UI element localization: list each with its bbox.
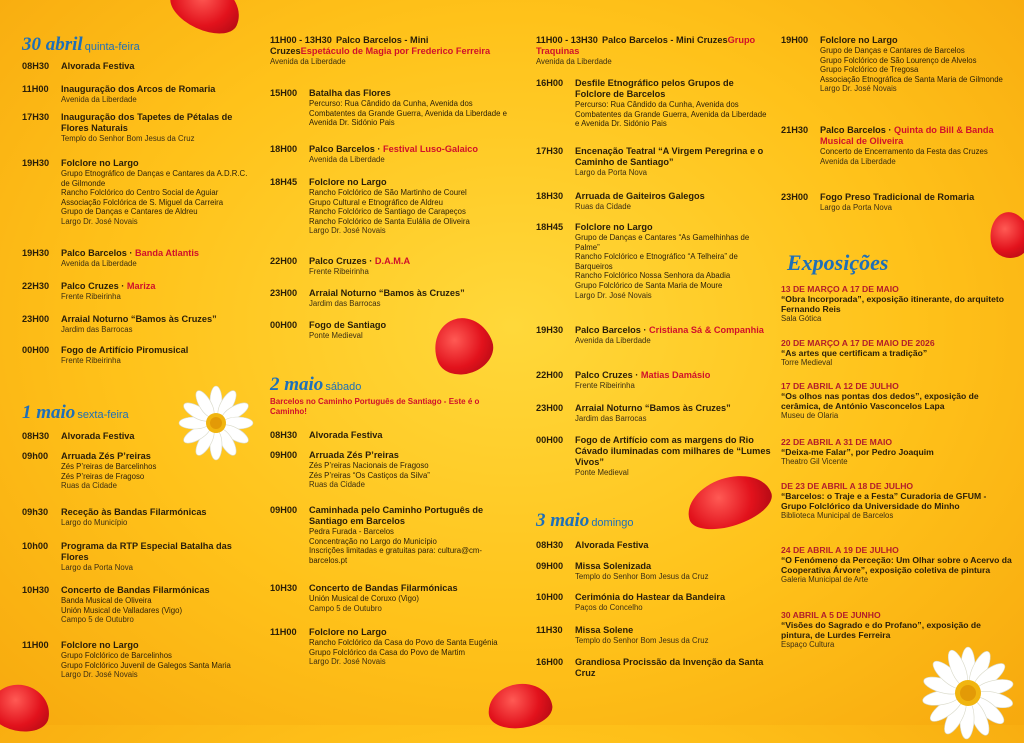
day-weekday: domingo — [591, 517, 634, 529]
exposicao-location: Theatro Gil Vicente — [781, 457, 848, 466]
event-location: Largo Dr. José Novais — [61, 216, 138, 226]
event-detail: Associação Etnográfica de Santa Maria de Gilmonde — [820, 74, 1003, 84]
event-detail: Rancho Folclórico do Centro Social de Aguiar — [61, 188, 219, 198]
event-location: Frente Ribeirinha — [61, 292, 121, 301]
event-title-text: Fogo de Artifício Piromusical — [61, 345, 189, 355]
event-time: 11H00 — [22, 640, 49, 650]
event-time: 15H00 — [270, 88, 298, 98]
event-title-text: Folclore no Largo — [61, 158, 139, 168]
day-date: 30 abril — [22, 34, 83, 55]
event-time: 09h00 — [22, 451, 49, 461]
exposicoes-title: Exposições — [787, 250, 889, 275]
column-4 — [781, 0, 1013, 725]
event-title-text: Programa da RTP Especial Batalha das Flores — [61, 541, 232, 562]
event-detail: Zés P’reiras de Barcelinhos — [61, 462, 157, 471]
event-body — [61, 112, 257, 144]
day-header-30-abril — [22, 34, 140, 56]
event-title — [61, 112, 257, 134]
event-location: Jardim das Barrocas — [61, 325, 133, 334]
event-body — [61, 585, 257, 625]
event-time: 08H30 — [536, 540, 564, 550]
event-title — [61, 640, 257, 651]
event-body — [575, 592, 772, 613]
event-title-highlight: Cristiana Sá & Companhia — [649, 325, 764, 335]
event-title — [575, 146, 772, 168]
event-time: 09H00 — [536, 561, 564, 571]
exposicao-item — [781, 381, 1013, 421]
exposicao-description: “As artes que certificam a tradição” — [781, 348, 928, 358]
event-body — [575, 540, 772, 551]
event-location: Largo da Porta Nova — [61, 563, 133, 572]
event-title-text: Concerto de Bandas Filarmónicas — [309, 583, 458, 593]
event-location: Largo Dr. José Novais — [820, 84, 897, 94]
event-title — [820, 125, 1013, 147]
event-title — [575, 325, 772, 336]
day-weekday: sábado — [325, 381, 362, 393]
event-location: Ruas da Cidade — [309, 480, 365, 490]
event-detail: Grupo Etnográfico de Danças e Cantares da A.D.R.C. de Gilmonde — [61, 169, 248, 188]
event-detail: Grupo Folclórico de São Lourenço de Alvelos — [820, 55, 977, 65]
day-date: 3 maio — [536, 510, 590, 531]
event-title-text: Alvorada Festiva — [575, 540, 649, 550]
event-title — [61, 248, 257, 259]
exposicao-item — [781, 338, 1013, 368]
event-title-text: Grandiosa Procissão da Invenção da Santa Cruz — [575, 657, 764, 678]
exposicao-description: “O Fenómeno da Perceção: Um Olhar sobre o Acervo da Cooperativa Árvore”, exposição coletiva de pintura — [781, 555, 1012, 575]
event-title — [575, 561, 772, 572]
event-title-text: Palco Barcelos - Mini Cruzes — [602, 35, 728, 45]
event-time: 11H00 - 13H30 — [270, 35, 332, 45]
event-detail: Grupo Folclórico da Casa do Povo de Martim — [309, 647, 466, 657]
event-title — [61, 451, 257, 462]
event-title-text: Alvorada Festiva — [61, 431, 135, 441]
event-detail: Rancho Folclórico Nossa Senhora da Abadia — [575, 271, 731, 281]
day-header-3-maio — [536, 510, 634, 532]
event-time: 17H30 — [536, 146, 564, 156]
event-location: Largo Dr. José Novais — [309, 226, 386, 236]
event-title-text: Palco Barcelos · — [820, 125, 895, 135]
event-detail: Zés P’reiras de Fragoso — [61, 471, 145, 481]
column-1 — [22, 0, 257, 725]
event-location: Avenida da Liberdade — [309, 155, 385, 164]
event-title-text: Palco Barcelos · — [575, 325, 650, 335]
event-time: 19H00 — [781, 35, 809, 45]
event-time: 18H00 — [270, 144, 298, 154]
exposicao-item — [781, 481, 1013, 521]
event-detail: Grupo Folclórico Juvenil de Galegos Santa Maria — [61, 660, 231, 670]
event-detail: Banda Musical de Oliveira — [61, 596, 152, 605]
event-title — [61, 84, 257, 95]
event-location: Largo da Porta Nova — [820, 203, 892, 212]
event-title-text: Arruada Zés P’reiras — [61, 451, 151, 461]
event-title-text: Concerto de Bandas Filarmónicas — [61, 585, 210, 595]
event-time: 11H00 - 13H30 — [536, 35, 598, 45]
event-title — [575, 540, 772, 551]
event-body — [575, 403, 772, 424]
event-title-text: Folclore no Largo — [309, 177, 387, 187]
day-weekday: sexta-feira — [77, 409, 129, 421]
exposicao-location: Sala Gótica — [781, 314, 822, 323]
event-body — [61, 640, 257, 680]
event-location: Templo do Senhor Bom Jesus da Cruz — [61, 134, 195, 143]
event-body — [61, 61, 257, 72]
event-time: 17H30 — [22, 112, 50, 122]
event-time: 11H00 — [22, 84, 49, 94]
event-title — [575, 592, 772, 603]
event-body — [575, 325, 772, 346]
event-time: 19H30 — [22, 158, 50, 168]
event-title-text: Missa Solene — [575, 625, 634, 635]
event-title-text: Receção às Bandas Filarmónicas — [61, 507, 207, 517]
event-body — [309, 430, 510, 441]
event-body — [820, 35, 1013, 94]
event-detail: Percurso: Rua Cândido da Cunha, Avenida dos Combatentes da Grande Guerra, Avenida da Liberdade e Avenida Dr. Sidónio Pais — [309, 99, 507, 128]
event-title-text: Palco Cruzes · — [309, 256, 375, 266]
event-time: 11H00 — [270, 627, 297, 637]
event-title-text: Folclore no Largo — [61, 640, 139, 650]
event-location: Ruas da Cidade — [61, 481, 117, 491]
event-time: 18H30 — [536, 191, 564, 201]
event-time: 00H00 — [270, 320, 298, 330]
exposicao-description: “Obra Incorporada”, exposição itinerante, do arquiteto Fernando Reis — [781, 294, 1005, 314]
event-body — [309, 144, 510, 165]
event-body — [820, 125, 1013, 166]
event-time: 09H00 — [270, 450, 298, 460]
event-body — [309, 320, 510, 341]
exposicao-date: 17 DE ABRIL A 12 DE JULHO — [781, 381, 899, 391]
event-body — [575, 191, 772, 212]
event-detail: Unión Musical de Coruxo (Vigo) — [309, 594, 419, 603]
event-body — [61, 345, 257, 366]
event-body — [61, 541, 257, 573]
event-title-text: Folclore no Largo — [309, 627, 387, 637]
event-body — [309, 583, 510, 613]
event-body — [820, 192, 1013, 213]
event-title-text: Arruada Zés P’reiras — [309, 450, 399, 460]
event-title-text: Palco Barcelos · — [309, 144, 384, 154]
exposicao-date: 20 DE MARÇO A 17 DE MAIO DE 2026 — [781, 338, 935, 348]
event-body — [270, 35, 510, 67]
event-title — [309, 177, 510, 188]
event-title-text: Fogo Preso Tradicional de Romaria — [820, 192, 975, 202]
event-title-text: Folclore no Largo — [820, 35, 898, 45]
event-title-highlight: Espetáculo de Magia por Frederico Ferreira — [300, 46, 491, 56]
event-time: 00H00 — [536, 435, 564, 445]
column-3 — [536, 0, 772, 725]
event-detail: Rancho Folclórico da Casa do Povo de Santa Eugénia — [309, 638, 498, 647]
event-location: Paços do Concelho — [575, 603, 643, 612]
event-title-text: Desfile Etnográfico pelos Grupos de Folclore de Barcelos — [575, 78, 734, 99]
event-body — [61, 158, 257, 227]
event-time: 23H00 — [22, 314, 50, 324]
event-title-text: Palco Barcelos - Mini Cruzes — [270, 35, 429, 56]
event-title-text: Batalha das Flores — [309, 88, 391, 98]
event-time: 08H30 — [270, 430, 298, 440]
event-title — [61, 585, 257, 596]
event-title-text: Arraial Noturno “Bamos às Cruzes” — [309, 288, 465, 298]
event-body — [61, 281, 257, 302]
event-body — [309, 505, 510, 565]
event-title-text: Fogo de Santiago — [309, 320, 387, 330]
event-title-text: Palco Cruzes · — [61, 281, 127, 291]
day-date: 1 maio — [22, 402, 76, 423]
event-title — [61, 314, 257, 325]
event-time: 23H00 — [536, 403, 564, 413]
event-title-text: Missa Solenizada — [575, 561, 652, 571]
event-time: 19H30 — [22, 248, 50, 258]
event-location: Frente Ribeirinha — [61, 356, 121, 365]
event-location: Largo Dr. José Novais — [309, 657, 386, 667]
exposicao-description: “Visões do Sagrado e do Profano”, exposição de pintura, de Lurdes Ferreira — [781, 620, 981, 640]
event-time: 00H00 — [22, 345, 50, 355]
event-detail: Zés P’reiras “Os Castiços da Silva” — [309, 470, 430, 480]
event-title-highlight: Banda Atlantis — [135, 248, 200, 258]
event-detail: Percurso: Rua Cândido da Cunha, Avenida dos Combatentes da Grande Guerra, Avenida da Liberdade e Avenida Dr. Sidónio Pais — [575, 100, 767, 129]
event-body — [61, 248, 257, 269]
event-title-text: Arraial Noturno “Bamos às Cruzes” — [61, 314, 217, 324]
event-time: 22H00 — [270, 256, 298, 266]
event-detail: Grupo Folclórico de Barcelinhos — [61, 651, 172, 660]
day-date: 2 maio — [270, 374, 324, 395]
event-title — [575, 222, 772, 233]
event-location: Avenida da Liberdade — [61, 259, 137, 268]
event-title — [309, 627, 510, 638]
event-body — [575, 625, 772, 646]
event-detail: Pedra Furada - Barcelos — [309, 527, 394, 536]
day-header-1-maio — [22, 402, 129, 424]
event-detail: Grupo Folclórico de Tregosa — [820, 65, 919, 75]
column-2 — [270, 0, 510, 725]
event-location: Ponte Medieval — [575, 468, 629, 477]
event-detail: Zés P’reiras Nacionais de Fragoso — [309, 461, 429, 470]
event-title — [309, 320, 510, 331]
day-header-2-maio — [270, 374, 361, 396]
event-title-text: Inauguração dos Arcos de Romaria — [61, 84, 216, 94]
event-title — [61, 541, 257, 563]
event-time: 18H45 — [536, 222, 564, 232]
event-location: Ruas da Cidade — [575, 202, 631, 211]
event-detail: Rancho Folclórico e Etnográfico “A Telheira” de Barqueiros — [575, 252, 738, 271]
exposicao-description: “Deixa-me Falar”, por Pedro Joaquim — [781, 447, 934, 457]
event-title-highlight: Grupo Traquinas — [536, 35, 756, 56]
event-body — [575, 657, 772, 679]
event-title — [575, 657, 772, 679]
event-time: 10h00 — [22, 541, 49, 551]
event-body — [309, 288, 510, 309]
event-location: Avenida da Liberdade — [61, 95, 137, 104]
event-title-text: Fogo de Artifício com as margens do Rio Cávado iluminadas com milhares de “Lumes Vivos” — [575, 435, 771, 467]
exposicao-date: 24 DE ABRIL A 19 DE JULHO — [781, 545, 899, 555]
event-title-text: Encenação Teatral “A Virgem Peregrina e o Caminho de Santiago” — [575, 146, 764, 167]
event-title-highlight: D.A.M.A — [374, 256, 411, 266]
event-title — [575, 625, 772, 636]
event-title-text: Cerimónia do Hastear da Bandeira — [575, 592, 726, 602]
event-detail: Concentração no Largo do Município — [309, 536, 437, 546]
event-time: 18H45 — [270, 177, 298, 187]
event-time: 10H30 — [22, 585, 50, 595]
event-time: 21H30 — [781, 125, 809, 135]
event-title — [575, 435, 772, 468]
event-location: Ponte Medieval — [309, 331, 363, 340]
event-title — [61, 345, 257, 356]
exposicao-location: Torre Medieval — [781, 358, 833, 367]
event-location: Avenida da Liberdade — [820, 156, 896, 166]
event-title-highlight: Matias Damásio — [640, 370, 711, 380]
event-title — [61, 61, 257, 72]
exposicao-date: DE 23 DE ABRIL A 18 DE JULHO — [781, 481, 914, 491]
caminho-note: Barcelos no Caminho Português de Santiago - Este é o Caminho! — [270, 397, 480, 416]
event-detail: Rancho Folclórico de São Martinho de Courel — [309, 188, 467, 197]
event-body — [61, 84, 257, 105]
event-body — [309, 88, 510, 128]
event-body — [61, 431, 257, 442]
event-title-highlight: Quinta do Bill & Banda Musical de Oliveira — [820, 125, 994, 146]
event-title-highlight: Mariza — [126, 281, 156, 291]
event-location: Jardim das Barrocas — [309, 299, 381, 308]
event-title — [309, 288, 510, 299]
event-body — [575, 146, 772, 178]
event-body — [575, 561, 772, 582]
event-time: 10H00 — [536, 592, 564, 602]
event-title — [270, 35, 510, 57]
event-title-highlight: Festival Luso-Galaico — [383, 144, 479, 154]
event-title-text: Palco Barcelos · — [61, 248, 136, 258]
event-detail: Grupo Folclórico de Santa Maria de Moure — [575, 280, 723, 290]
event-location: Campo 5 de Outubro — [61, 615, 134, 625]
event-detail: Inscrições limitadas e gratuitas para: cultura@cm-barcelos.pt — [309, 546, 483, 565]
event-title-text: Palco Cruzes · — [575, 370, 641, 380]
event-location: Avenida da Liberdade — [536, 57, 612, 66]
event-location: Jardim das Barrocas — [575, 414, 647, 423]
event-detail: Associação Folclórica de S. Miguel da Carreira — [61, 197, 224, 207]
event-body — [309, 256, 510, 277]
event-title — [820, 192, 1013, 203]
event-title — [61, 281, 257, 292]
exposicao-location: Espaço Cultura — [781, 640, 835, 649]
event-location: Templo do Senhor Bom Jesus da Cruz — [575, 636, 709, 645]
event-title-text: Folclore no Largo — [575, 222, 653, 232]
event-detail: Grupo de Danças e Cantares de Barcelos — [820, 46, 965, 55]
event-title — [575, 370, 772, 381]
event-title — [575, 191, 772, 202]
event-body — [575, 435, 772, 478]
event-body — [536, 35, 772, 67]
event-location: Campo 5 de Outubro — [309, 603, 382, 613]
event-time: 22H00 — [536, 370, 564, 380]
day-weekday: quinta-feira — [84, 41, 140, 53]
event-title — [309, 505, 510, 527]
event-title-text: Inauguração dos Tapetes de Pétalas de Flores Naturais — [61, 112, 233, 133]
exposicao-location: Galeria Municipal de Arte — [781, 575, 869, 584]
event-body — [61, 507, 257, 528]
event-title-text: Arraial Noturno “Bamos às Cruzes” — [575, 403, 731, 413]
event-title — [309, 450, 510, 461]
event-time: 16H00 — [536, 657, 564, 667]
exposicao-date: 22 DE ABRIL A 31 DE MAIO — [781, 437, 893, 447]
event-location: Templo do Senhor Bom Jesus da Cruz — [575, 572, 709, 581]
event-time: 22H30 — [22, 281, 50, 291]
event-detail: Rancho Folclórico de Santa Eulália de Oliveira — [309, 216, 470, 226]
exposicao-description: “Barcelos: o Traje e a Festa” Curadoria de GFUM - Grupo Folclórico da Universidade do Minho — [781, 491, 987, 511]
event-time: 23H00 — [781, 192, 809, 202]
exposicao-item — [781, 610, 1013, 650]
exposicao-location: Museu de Olaria — [781, 411, 839, 420]
event-detail: Grupo Cultural e Etnográfico de Aldreu — [309, 197, 443, 207]
event-title — [820, 35, 1013, 46]
exposicao-date: 13 DE MARÇO A 17 DE MAIO — [781, 284, 899, 294]
event-location: Largo Dr. José Novais — [61, 670, 138, 680]
event-title-text: Alvorada Festiva — [309, 430, 383, 440]
event-title — [309, 583, 510, 594]
event-body — [61, 451, 257, 491]
event-body — [575, 78, 772, 129]
event-detail: Grupo de Danças e Cantares de Aldreu — [61, 207, 198, 217]
event-location: Frente Ribeirinha — [575, 381, 635, 390]
exposicao-item — [781, 437, 1013, 467]
event-body — [61, 314, 257, 335]
event-body — [309, 627, 510, 667]
event-title — [61, 431, 257, 442]
exposicao-item — [781, 284, 1013, 324]
event-time: 09H00 — [270, 505, 298, 515]
event-location: Avenida da Liberdade — [575, 336, 651, 345]
event-time: 09h30 — [22, 507, 49, 517]
exposicao-item — [781, 545, 1013, 585]
event-body — [575, 370, 772, 391]
event-detail: Rancho Folclórico de Santiago de Carapeços — [309, 207, 466, 217]
event-detail: Concerto de Encerramento da Festa das Cruzes — [820, 147, 988, 156]
event-detail: Grupo de Danças e Cantares “As Gamelhinhas de Palme” — [575, 233, 750, 252]
exposicao-location: Biblioteca Municipal de Barcelos — [781, 511, 894, 520]
event-title-text: Alvorada Festiva — [61, 61, 135, 71]
event-title — [61, 158, 257, 169]
exposicao-date: 30 ABRIL A 5 DE JUNHO — [781, 610, 881, 620]
event-title — [309, 88, 510, 99]
event-time: 19H30 — [536, 325, 564, 335]
event-title-text: Caminhada pelo Caminho Português de Santiago em Barcelos — [309, 505, 484, 526]
event-title — [575, 78, 772, 100]
event-title — [575, 403, 772, 414]
event-title-text: Arruada de Gaiteiros Galegos — [575, 191, 705, 201]
event-body — [309, 450, 510, 490]
event-time: 16H00 — [536, 78, 564, 88]
event-location: Largo do Município — [61, 518, 128, 527]
event-body — [575, 222, 772, 300]
event-title — [309, 430, 510, 441]
event-location: Avenida da Liberdade — [270, 57, 346, 66]
event-time: 10H30 — [270, 583, 298, 593]
event-title — [61, 507, 257, 518]
event-title — [309, 144, 510, 155]
event-detail: Unión Musical de Valladares (Vigo) — [61, 605, 183, 615]
event-title — [309, 256, 510, 267]
event-location: Largo Dr. José Novais — [575, 290, 652, 300]
event-location: Frente Ribeirinha — [309, 267, 369, 276]
exposicao-description: “Os olhos nas pontas dos dedos”, exposição de cerâmica, de António Vasconcelos Lapa — [781, 391, 979, 411]
event-time: 08H30 — [22, 431, 50, 441]
event-time: 08H30 — [22, 61, 50, 71]
event-time: 11H30 — [536, 625, 563, 635]
event-time: 23H00 — [270, 288, 298, 298]
event-body — [309, 177, 510, 236]
event-title — [536, 35, 772, 57]
event-location: Largo da Porta Nova — [575, 168, 647, 177]
